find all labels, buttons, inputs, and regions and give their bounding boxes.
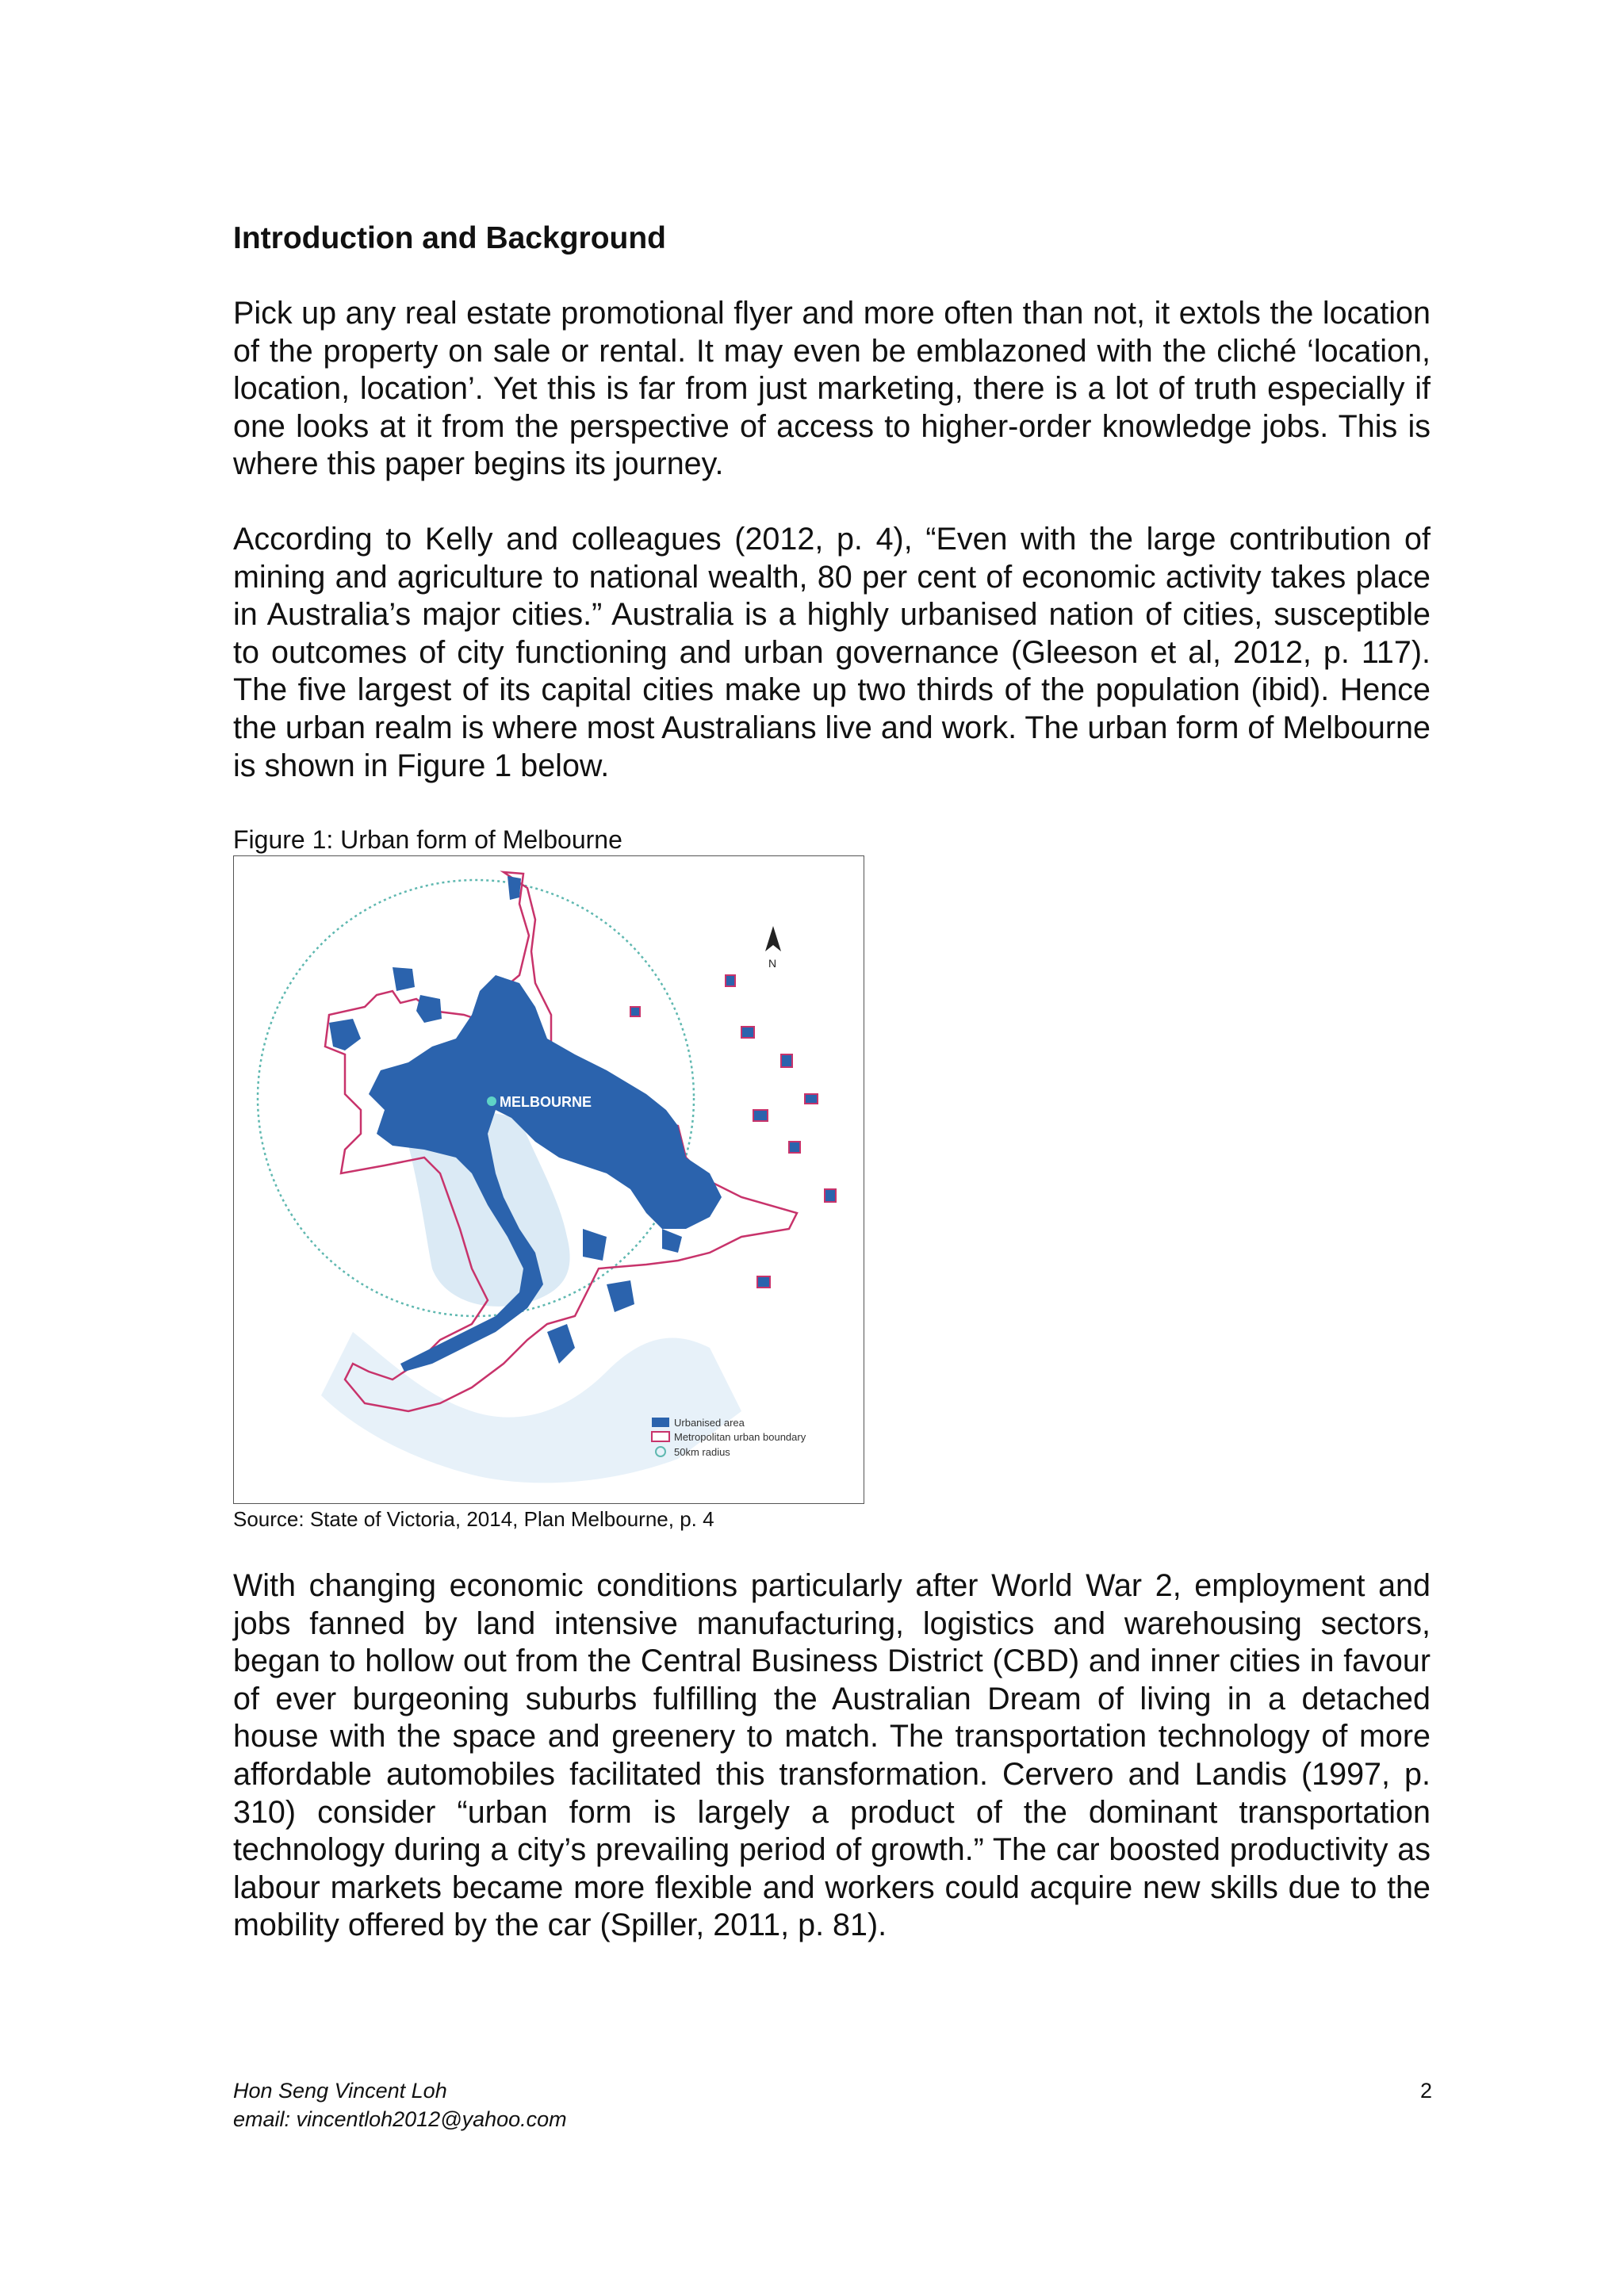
figure-caption: Figure 1: Urban form of Melbourne: [233, 825, 622, 854]
legend-radius: 50km radius: [674, 1446, 730, 1458]
city-label: MELBOURNE: [500, 1094, 592, 1110]
paragraph-economic-change: With changing economic conditions particularly after World War 2, employment and jobs fanned by land intensive manufacturing, logistics and warehousing sectors, began to hollow out from the Central Business District (CBD) and inner cities in favour of ever burgeoning suburbs fulfilling the Australian Dream of living in a detached house with the space and greenery to match. The transportation technology of more affordable automobiles facilitated this transformation. Cervero and Landis (1997, p. 310) consider “urban form is largely a product of the dominant transportation technology during a city’s prevailing period of growth.” The car boosted productivity as labour markets became more flexible and workers could acquire new skills due to the mobility offered by the car (Spiller, 2011, p. 81).: [233, 1568, 1431, 1943]
melbourne-dot: [487, 1096, 496, 1106]
figure-source: Source: State of Victoria, 2014, Plan Melbourne, p. 4: [233, 1507, 714, 1531]
paragraph-intro: Pick up any real estate promotional flyer and more often than not, it extols the location of the property on sale or rental. It may even be emblazoned with the cliché ‘location, location, location’. Yet this is far from just marketing, there is a lot of truth especially if one looks at it from the perspective of access to higher-order knowledge jobs. This is where this paper begins its journey.: [233, 296, 1431, 482]
footer-email: email: vincentloh2012@yahoo.com: [233, 2107, 567, 2131]
paragraph-urban-nation: According to Kelly and colleagues (2012, p. 4), “Even with the large contribution of mining and agriculture to national wealth, 80 per cent of economic activity takes place in Australia’s major cities.” Australia is a highly urbanised nation of cities, susceptible to outcomes of city functioning and urban governance (Gleeson et al, 2012, p. 117). The five largest of its capital cities make up two thirds of the population (ibid). Hence the urban realm is where most Australians live and work. The urban form of Melbourne is shown in Figure 1 below.: [233, 522, 1431, 783]
map-legend: [652, 1417, 806, 1458]
section-heading: Introduction and Background: [233, 221, 666, 255]
legend-urbanised: Urbanised area: [674, 1417, 745, 1429]
page-number: 2: [1419, 2079, 1432, 2103]
legend-boundary: Metropolitan urban boundary: [674, 1431, 806, 1443]
melbourne-urban-form-map: [233, 855, 864, 1504]
footer-author: Hon Seng Vincent Loh: [233, 2079, 447, 2103]
north-arrow-icon: [765, 926, 781, 970]
map-graphic: [234, 856, 864, 1504]
north-label: N: [768, 957, 777, 970]
